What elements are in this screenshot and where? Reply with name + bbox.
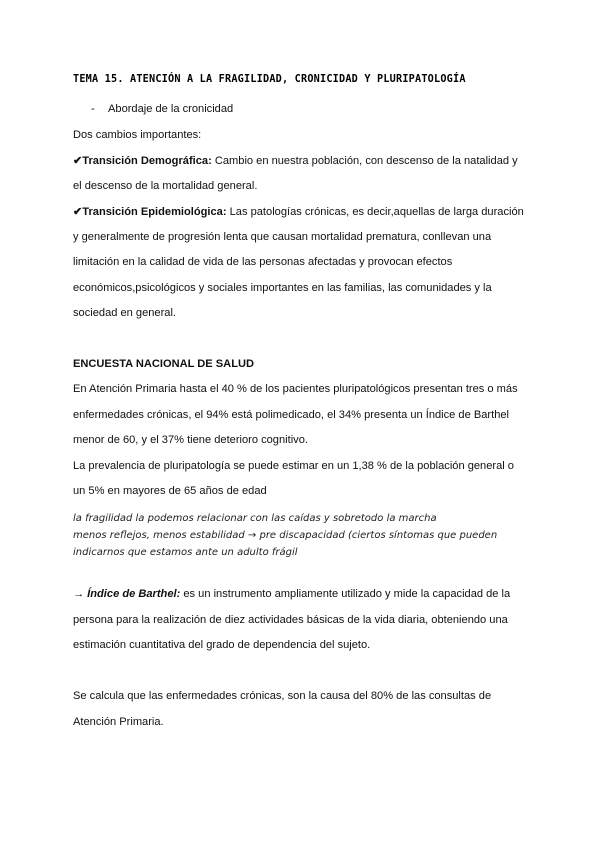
epidemiologica-paragraph (73, 205, 524, 218)
epidemiologica-label: ✔Transición Epidemiológica: (73, 206, 227, 218)
intro-text: Dos cambios importantes: (73, 129, 202, 141)
fragilidad-line-2: menos reflejos, menos estabilidad → pre discapacidad (ciertos síntomas que pueden (73, 530, 498, 541)
conclusion-line-1: Se calcula que las enfermedades crónicas, son la causa del 80% de las consultas de (73, 690, 492, 702)
demografica-line-2: el descenso de la mortalidad general. (73, 180, 258, 192)
demografica-line-1: Cambio en nuestra población, con descenso de la natalidad y (211, 155, 518, 167)
epidemiologica-line-1: Las patologías crónicas, es decir,aquellas de larga duración (226, 206, 524, 218)
epidemiologica-line-3: limitación en la calidad de vida de las personas afectadas y provocan efectos (73, 256, 453, 268)
encuesta-heading: ENCUESTA NACIONAL DE SALUD (73, 358, 254, 370)
encuesta-line-4: La prevalencia de pluripatología se puede estimar en un 1,38 % de la población general o (73, 460, 514, 472)
epidemiologica-line-4: económicos,psicológicos y sociales importantes en las familias, las comunidades y la (73, 282, 492, 294)
fragilidad-line-1: la fragilidad la podemos relacionar con las caídas y sobretodo la marcha (73, 513, 437, 524)
encuesta-line-1: En Atención Primaria hasta el 40 % de los pacientes pluripatológicos presentan tres o más (73, 383, 518, 395)
barthel-line-3: estimación cuantitativa del grado de dependencia del sujeto. (73, 639, 371, 651)
encuesta-line-3: menor de 60, y el 37% tiene deterioro cognitivo. (73, 434, 308, 446)
encuesta-line-2: enfermedades crónicas, el 94% está polimedicado, el 34% presenta un Índice de Barthel (73, 409, 510, 421)
page-title: TEMA 15. ATENCIÓN A LA FRAGILIDAD, CRONICIDAD Y PLURIPATOLOGÍA (73, 74, 466, 85)
barthel-label: → Índice de Barthel: (73, 588, 181, 600)
bullet-text: Abordaje de la cronicidad (108, 103, 234, 115)
fragilidad-line-3: indicarnos que estamos ante un adulto frágil (73, 547, 298, 558)
epidemiologica-line-5: sociedad en general. (73, 307, 177, 319)
bullet-dash: - (91, 103, 95, 115)
barthel-line-1: es un instrumento ampliamente utilizado y mide la capacidad de la (180, 588, 511, 600)
epidemiologica-line-2: y generalmente de progresión lenta que causan mortalidad prematura, conllevan una (73, 231, 492, 243)
demografica-label: ✔Transición Demográfica: (73, 155, 212, 167)
conclusion-line-2: Atención Primaria. (73, 716, 164, 728)
demografica-paragraph (73, 154, 518, 167)
barthel-paragraph (73, 588, 510, 600)
encuesta-line-5: un 5% en mayores de 65 años de edad (73, 485, 267, 497)
barthel-line-2: persona para la realización de diez actividades básicas de la vida diaria, obteniendo una (73, 614, 508, 626)
